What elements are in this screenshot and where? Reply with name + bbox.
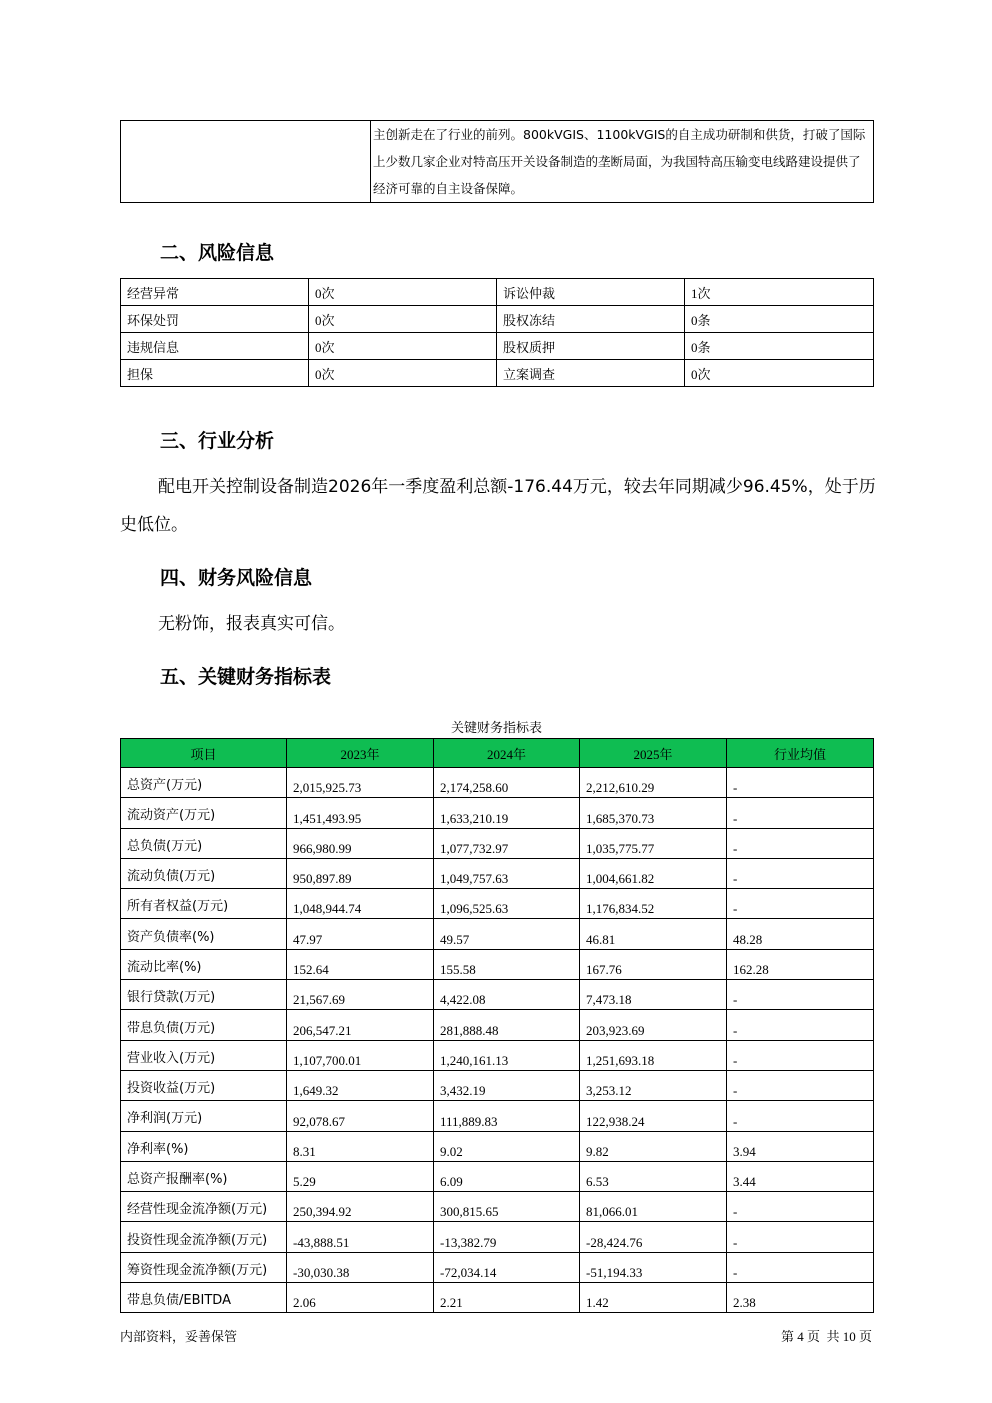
indicator-name: 净利润(万元) [121,1101,287,1131]
indicator-value: 48.28 [727,919,874,949]
indicator-name: 资产负债率(%) [121,919,287,949]
risk-label: 担保 [121,360,309,387]
risk-label: 股权质押 [497,333,685,360]
table-row [121,360,874,387]
indicator-value: 8.31 [287,1131,434,1161]
risk-label: 诉讼仲裁 [497,279,685,306]
table-cell [121,121,371,203]
column-header: 行业均值 [727,739,874,768]
table-row [121,828,874,858]
indicator-value: 300,815.65 [434,1192,580,1222]
table-row [121,1252,874,1282]
indicator-value: 203,923.69 [580,1010,727,1040]
indicator-value: - [727,980,874,1010]
risk-label: 经营异常 [121,279,309,306]
table-row [121,798,874,828]
indicator-name: 总资产报酬率(%) [121,1161,287,1191]
industry-paragraph: 配电开关控制设备制造2026年一季度盈利总额-176.44万元，较去年同期减少96.45%，处于历史低位。 [120,477,876,535]
indicator-name: 流动负债(万元) [121,858,287,888]
risk-label: 股权冻结 [497,306,685,333]
indicator-value: 1,685,370.73 [580,798,727,828]
indicator-value: 1.42 [580,1283,727,1313]
indicator-value: 155.58 [434,949,580,979]
indicator-value: 3.44 [727,1161,874,1191]
indicator-value: 1,649.32 [287,1070,434,1100]
table-row [121,1131,874,1161]
indicator-value: 6.09 [434,1161,580,1191]
indicator-name: 总资产(万元) [121,768,287,798]
indicator-name: 筹资性现金流净额(万元) [121,1252,287,1282]
indicator-name: 净利率(%) [121,1131,287,1161]
indicator-value: 2.38 [727,1283,874,1313]
indicator-value: 49.57 [434,919,580,949]
table-row [121,1222,874,1252]
table-row [121,1283,874,1313]
indicator-value: 46.81 [580,919,727,949]
indicator-name: 总负债(万元) [121,828,287,858]
table-row [121,1040,874,1070]
indicator-value: 3,432.19 [434,1070,580,1100]
indicator-value: 950,897.89 [287,858,434,888]
table-row [121,1010,874,1040]
section-heading-financial-risk: 四、财务风险信息 [160,567,313,589]
indicator-value: - [727,858,874,888]
indicator-value: 122,938.24 [580,1101,727,1131]
indicator-value: 1,251,693.18 [580,1040,727,1070]
indicator-name: 所有者权益(万元) [121,889,287,919]
section-heading-industry: 三、行业分析 [160,430,275,452]
column-header: 2025年 [580,739,727,768]
table-cell: 主创新走在了行业的前列。800kVGIS、1100kVGIS的自主成功研制和供货，打破了国际上少数几家企业对特高压开关设备制造的垄断局面，为我国特高压输变电线路建设提供了经济可靠的自主设备保障。 [371,121,874,203]
indicator-name: 投资性现金流净额(万元) [121,1222,287,1252]
table-row [121,768,874,798]
continuation-table [120,120,874,203]
indicator-value: 1,096,525.63 [434,889,580,919]
indicator-name: 带息负债/EBITDA [121,1283,287,1313]
risk-value: 0条 [685,333,874,360]
indicator-value: 1,004,661.82 [580,858,727,888]
table-row [121,949,874,979]
indicator-value: 3.94 [727,1131,874,1161]
indicator-value: 47.97 [287,919,434,949]
indicator-value: - [727,768,874,798]
section-heading-risk: 二、风险信息 [160,242,275,264]
indicator-value: 1,035,775.77 [580,828,727,858]
indicator-value: - [727,1070,874,1100]
indicator-value: 281,888.48 [434,1010,580,1040]
indicator-value: 2.06 [287,1283,434,1313]
risk-label: 立案调查 [497,360,685,387]
indicator-value: 152.64 [287,949,434,979]
table-row [121,1192,874,1222]
risk-value: 1次 [685,279,874,306]
indicator-name: 流动比率(%) [121,949,287,979]
indicator-name: 银行贷款(万元) [121,980,287,1010]
indicator-value: -30,030.38 [287,1252,434,1282]
indicator-value: 9.82 [580,1131,727,1161]
table-row [121,279,874,306]
table-row [121,1070,874,1100]
indicator-value: - [727,1101,874,1131]
indicator-value: 2.21 [434,1283,580,1313]
indicator-value: 2,015,925.73 [287,768,434,798]
indicator-value: -43,888.51 [287,1222,434,1252]
table-caption: 关键财务指标表 [450,721,542,736]
indicator-value: 1,633,210.19 [434,798,580,828]
indicator-value: - [727,798,874,828]
risk-table [120,278,874,387]
risk-value: 0次 [685,360,874,387]
indicator-value: 2,212,610.29 [580,768,727,798]
indicator-value: 2,174,258.60 [434,768,580,798]
financial-risk-paragraph: 无粉饰，报表真实可信。 [158,614,345,634]
indicator-value: 167.76 [580,949,727,979]
table-row [121,1161,874,1191]
table-row [121,1101,874,1131]
risk-value: 0次 [309,279,497,306]
column-header: 2024年 [434,739,580,768]
indicator-value: 21,567.69 [287,980,434,1010]
indicator-value: 966,980.99 [287,828,434,858]
indicator-value: 206,547.21 [287,1010,434,1040]
indicator-value: 1,107,700.01 [287,1040,434,1070]
table-row [121,889,874,919]
table-row [121,919,874,949]
indicator-value: 6.53 [580,1161,727,1191]
risk-value: 0条 [685,306,874,333]
table-row [121,333,874,360]
indicator-name: 营业收入(万元) [121,1040,287,1070]
table-row [121,121,874,203]
risk-value: 0次 [309,306,497,333]
indicator-value: 92,078.67 [287,1101,434,1131]
indicator-name: 带息负债(万元) [121,1010,287,1040]
indicator-value: 4,422.08 [434,980,580,1010]
indicator-name: 经营性现金流净额(万元) [121,1192,287,1222]
column-header: 2023年 [287,739,434,768]
indicator-value: -51,194.33 [580,1252,727,1282]
section-heading-key-indicators: 五、关键财务指标表 [160,666,332,688]
key-indicators-table [120,738,874,1313]
indicator-value: 1,240,161.13 [434,1040,580,1070]
indicator-value: 1,176,834.52 [580,889,727,919]
indicator-value: -28,424.76 [580,1222,727,1252]
indicator-value: 9.02 [434,1131,580,1161]
risk-value: 0次 [309,333,497,360]
indicator-value: - [727,1010,874,1040]
column-header: 项目 [121,739,287,768]
table-row [121,980,874,1010]
footer-confidential-note: 内部资料，妥善保管 [120,1330,238,1345]
indicator-value: 1,049,757.63 [434,858,580,888]
indicator-value: -72,034.14 [434,1252,580,1282]
indicator-value: 3,253.12 [580,1070,727,1100]
indicator-value: 250,394.92 [287,1192,434,1222]
indicator-value: 1,077,732.97 [434,828,580,858]
risk-value: 0次 [309,360,497,387]
table-header-row [121,739,874,768]
risk-label: 违规信息 [121,333,309,360]
indicator-value: 162.28 [727,949,874,979]
indicator-value: - [727,828,874,858]
indicator-value: - [727,1192,874,1222]
indicator-value: -13,382.79 [434,1222,580,1252]
indicator-value: 81,066.01 [580,1192,727,1222]
risk-label: 环保处罚 [121,306,309,333]
indicator-value: 5.29 [287,1161,434,1191]
indicator-value: - [727,1222,874,1252]
indicator-value: - [727,1040,874,1070]
indicator-value: - [727,889,874,919]
indicator-value: - [727,1252,874,1282]
indicator-value: 1,451,493.95 [287,798,434,828]
table-row [121,858,874,888]
page-number: 第 4 页 共 10 页 [780,1329,872,1344]
indicator-name: 投资收益(万元) [121,1070,287,1100]
indicator-value: 1,048,944.74 [287,889,434,919]
indicator-value: 7,473.18 [580,980,727,1010]
indicator-value: 111,889.83 [434,1101,580,1131]
indicator-name: 流动资产(万元) [121,798,287,828]
table-row [121,306,874,333]
